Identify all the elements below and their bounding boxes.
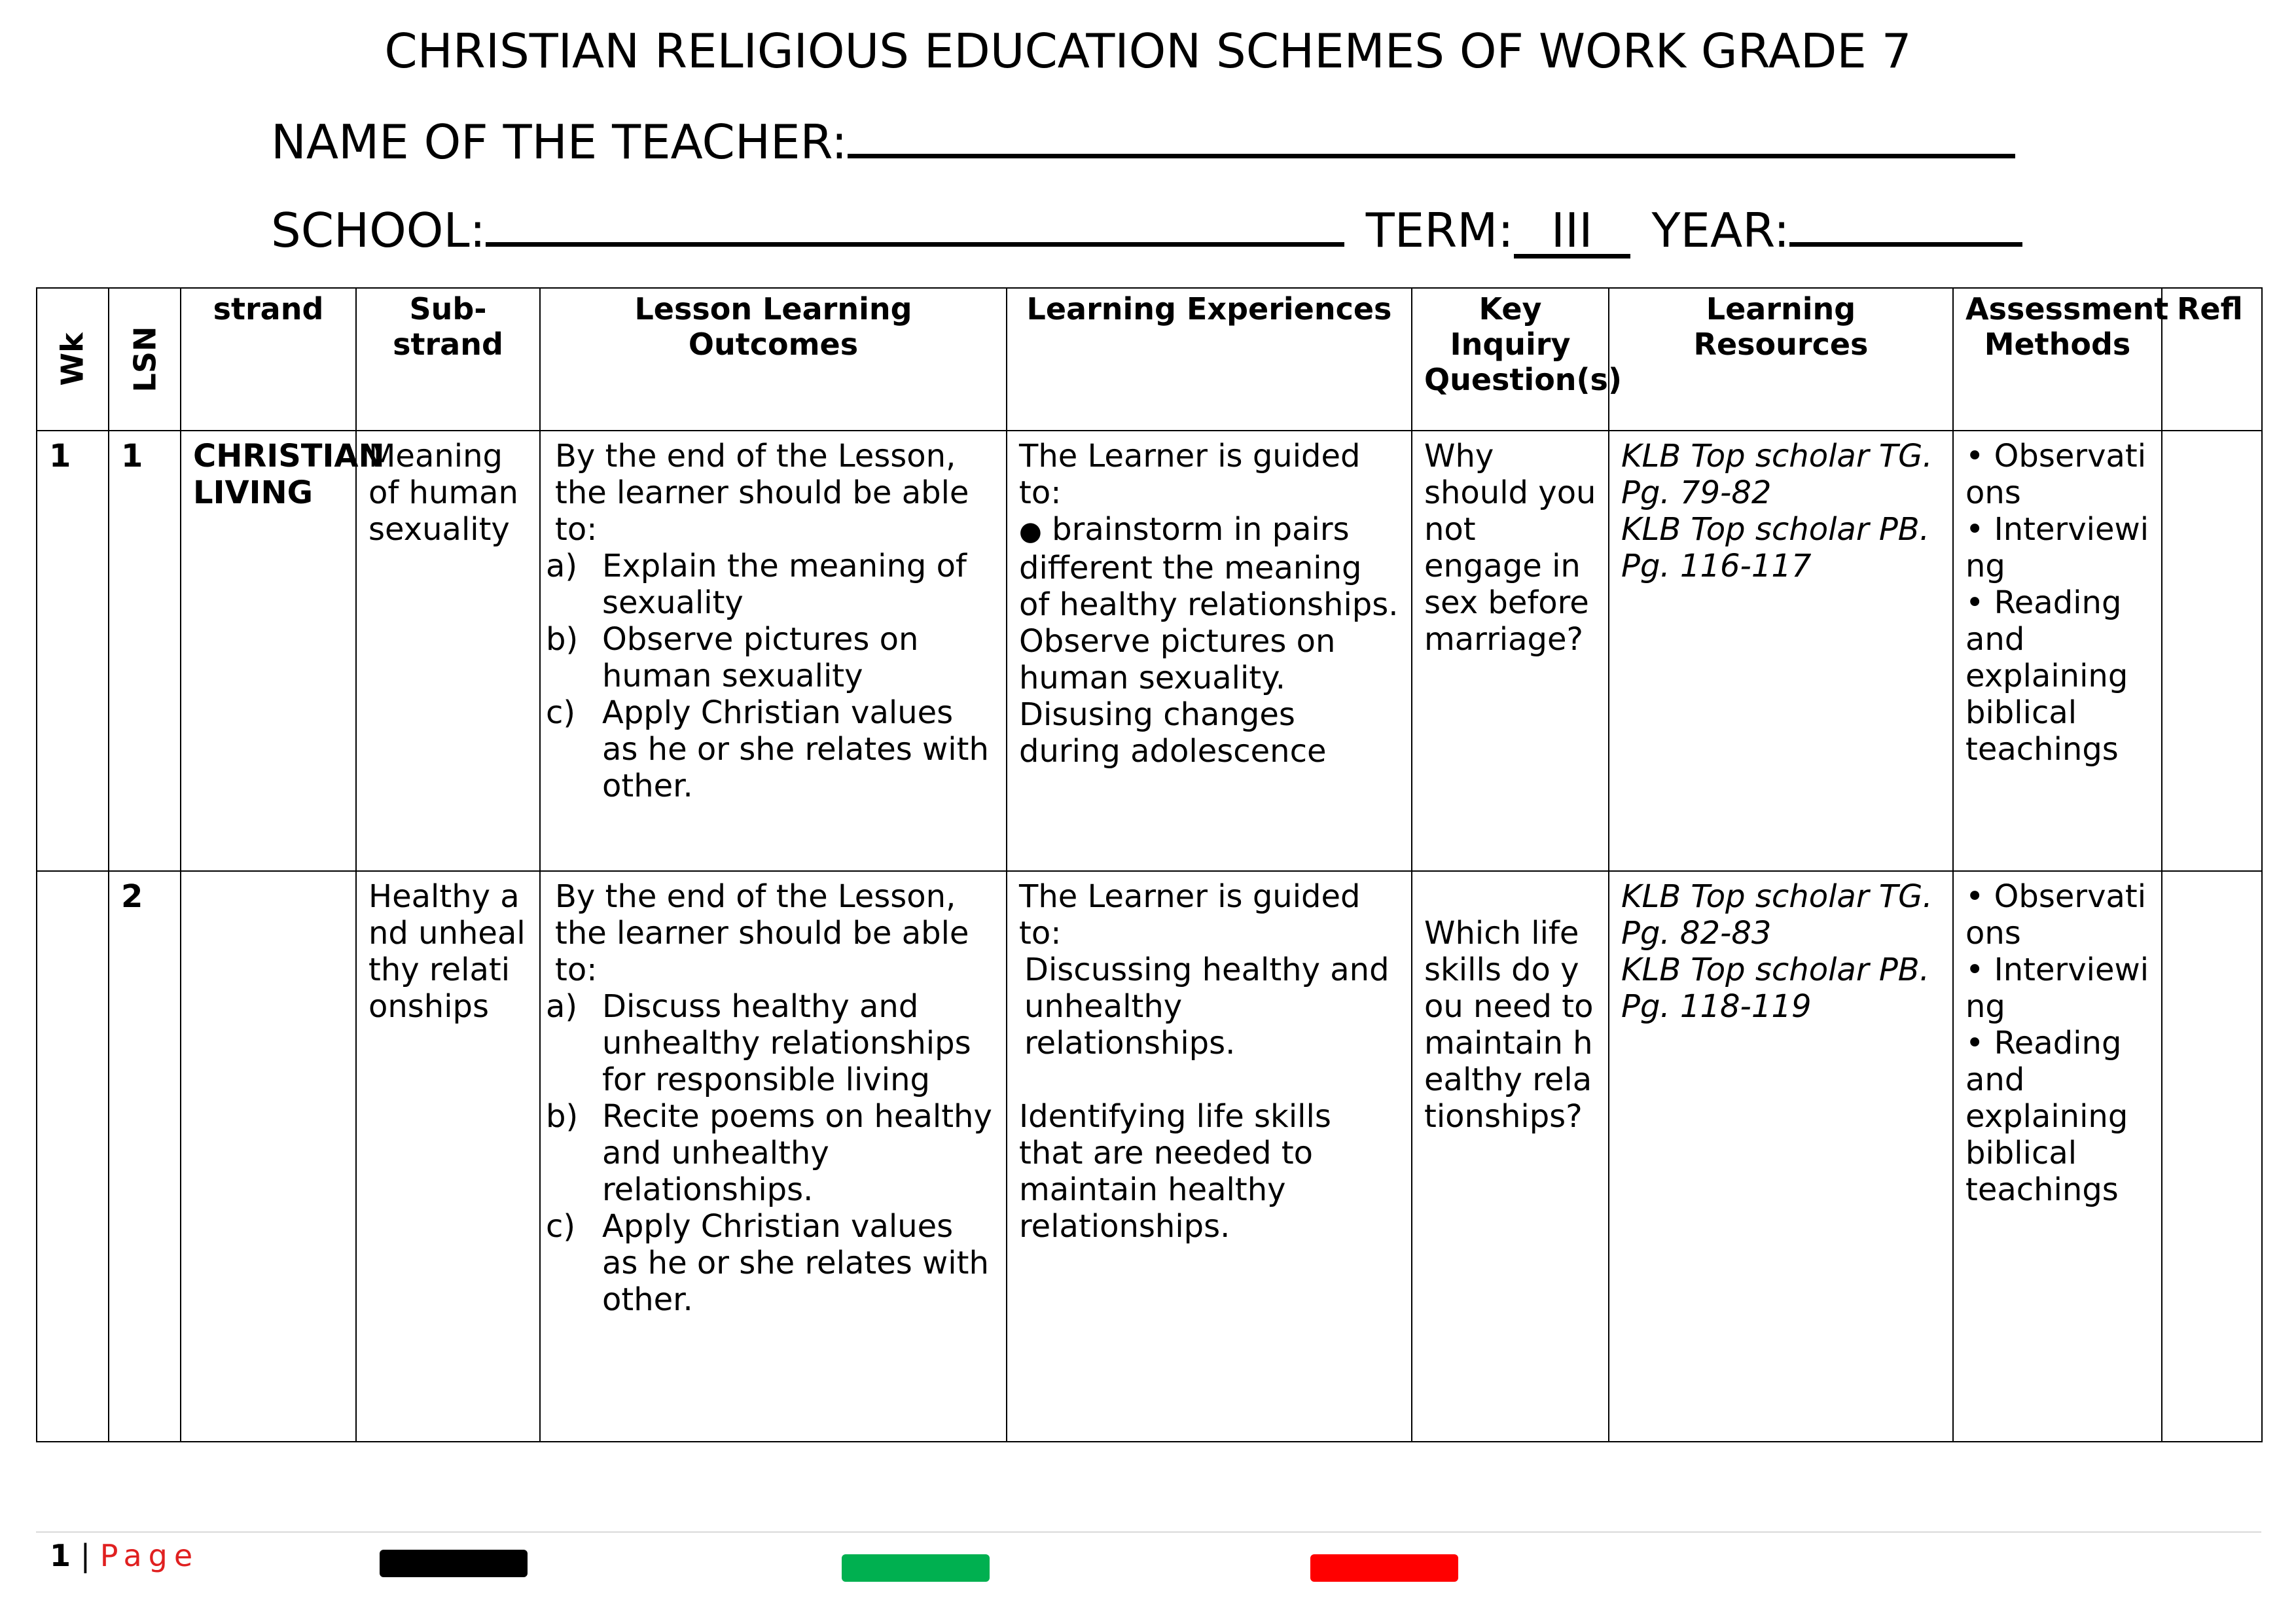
black-color-bar bbox=[380, 1550, 528, 1577]
school-term-year-line bbox=[271, 203, 2022, 259]
outcome-item bbox=[546, 694, 994, 804]
table-row bbox=[37, 871, 2262, 1442]
outcome-marker: b) bbox=[546, 621, 579, 658]
strand-cell: CHRISTIAN LIVING bbox=[181, 431, 356, 871]
table-header-row bbox=[37, 288, 2262, 431]
outcome-text: Apply Christian values as he or she relates with other. bbox=[602, 1208, 989, 1318]
assessment-item: • Interviewing bbox=[1965, 952, 2149, 1025]
experience-line: ● brainstorm in pairs different the meaning of healthy relationships. bbox=[1019, 511, 1399, 623]
resources-cell bbox=[1609, 871, 1953, 1442]
page-word: Page bbox=[99, 1538, 200, 1573]
footer-divider bbox=[36, 1531, 2261, 1533]
teacher-name-blank[interactable] bbox=[848, 115, 2015, 158]
reflection-cell[interactable] bbox=[2162, 431, 2262, 871]
column-header-inquiry: Key Inquiry Question(s) bbox=[1412, 288, 1609, 431]
term-value[interactable]: III bbox=[1514, 207, 1630, 259]
substrand-cell: Healthy and unhealthy relationships bbox=[356, 871, 540, 1442]
strand-cell bbox=[181, 871, 356, 1442]
experience-line: Identifying life skills that are needed to maintain healthy relationships. bbox=[1019, 1098, 1331, 1245]
teacher-name-label: NAME OF THE TEACHER: bbox=[271, 115, 848, 169]
lesson-cell: 1 bbox=[109, 431, 181, 871]
outcome-text: Apply Christian values as he or she relates with other. bbox=[602, 694, 989, 804]
outcome-item bbox=[546, 1098, 994, 1208]
week-cell: 1 bbox=[37, 431, 109, 871]
green-color-bar bbox=[842, 1554, 990, 1582]
outcomes-list bbox=[546, 988, 994, 1318]
resource-item: KLB Top scholar TG. Pg. 79-82 bbox=[1621, 438, 1933, 511]
schemes-of-work-table bbox=[36, 287, 2263, 1442]
column-header-reflection: Refl bbox=[2162, 288, 2262, 431]
document-title: CHRISTIAN RELIGIOUS EDUCATION SCHEMES OF WORK GRADE 7 bbox=[384, 24, 1912, 79]
resource-item: KLB Top scholar PB. Pg. 116-117 bbox=[1621, 511, 1929, 584]
table-row bbox=[37, 431, 2262, 871]
column-header-experiences: Learning Experiences bbox=[1007, 288, 1412, 431]
substrand-cell: Meaning of human sexuality bbox=[356, 431, 540, 871]
column-header-lsn: LSN bbox=[109, 288, 181, 431]
experience-line: The Learner is guided to: bbox=[1019, 878, 1361, 952]
outcome-item bbox=[546, 1208, 994, 1318]
week-cell bbox=[37, 871, 109, 1442]
bullet-icon: ● bbox=[1019, 516, 1042, 546]
outcomes-cell bbox=[540, 431, 1007, 871]
outcome-text: Discuss healthy and unhealthy relationships for responsible living bbox=[602, 988, 971, 1098]
inquiry-cell: Which life skills do you need to maintain healthy relationships? bbox=[1412, 871, 1609, 1442]
experiences-cell bbox=[1007, 431, 1412, 871]
outcome-marker: b) bbox=[546, 1098, 579, 1135]
experience-line: Discussing healthy and unhealthy relationships. bbox=[1024, 952, 1390, 1061]
assessment-cell bbox=[1953, 871, 2162, 1442]
school-label: SCHOOL: bbox=[271, 203, 486, 258]
outcomes-intro: By the end of the Lesson, the learner should be able to: bbox=[555, 438, 969, 548]
outcome-text: Explain the meaning of sexuality bbox=[602, 548, 967, 621]
page-number: 1 bbox=[50, 1538, 71, 1573]
school-blank[interactable] bbox=[486, 203, 1344, 247]
outcome-marker: a) bbox=[546, 548, 578, 584]
column-header-strand: strand bbox=[181, 288, 356, 431]
teacher-name-line bbox=[271, 115, 2015, 169]
page-footer bbox=[50, 1538, 199, 1573]
assessment-item: • Reading and explaining biblical teachings bbox=[1965, 584, 2128, 768]
assessment-item: • Observations bbox=[1965, 438, 2147, 511]
outcome-marker: c) bbox=[546, 1208, 576, 1245]
outcome-text: Recite poems on healthy and unhealthy relationships. bbox=[602, 1098, 992, 1208]
assessment-item: • Interviewing bbox=[1965, 511, 2149, 584]
outcomes-cell bbox=[540, 871, 1007, 1442]
column-header-wk: Wk bbox=[37, 288, 109, 431]
column-header-assessment: Assessment Methods bbox=[1953, 288, 2162, 431]
year-label: YEAR: bbox=[1651, 203, 1790, 258]
column-header-outcomes: Lesson Learning Outcomes bbox=[540, 288, 1007, 431]
term-label: TERM: bbox=[1365, 203, 1514, 258]
assessment-item: • Reading and explaining biblical teachings bbox=[1965, 1025, 2128, 1208]
outcome-item bbox=[546, 988, 994, 1098]
outcome-item bbox=[546, 548, 994, 621]
column-header-resources: Learning Resources bbox=[1609, 288, 1953, 431]
footer-separator: | bbox=[80, 1538, 91, 1573]
outcomes-intro: By the end of the Lesson, the learner should be able to: bbox=[555, 878, 969, 988]
year-blank[interactable] bbox=[1789, 203, 2022, 247]
experience-line: The Learner is guided to: bbox=[1019, 438, 1361, 511]
column-header-substrand: Sub-strand bbox=[356, 288, 540, 431]
experience-line: Disusing changes during adolescence bbox=[1019, 696, 1327, 770]
outcome-text: Observe pictures on human sexuality bbox=[602, 621, 919, 694]
reflection-cell[interactable] bbox=[2162, 871, 2262, 1442]
assessment-cell bbox=[1953, 431, 2162, 871]
outcome-item bbox=[546, 621, 994, 694]
resources-cell bbox=[1609, 431, 1953, 871]
outcome-marker: a) bbox=[546, 988, 578, 1025]
experiences-cell bbox=[1007, 871, 1412, 1442]
red-color-bar bbox=[1310, 1554, 1458, 1582]
lesson-cell: 2 bbox=[109, 871, 181, 1442]
outcomes-list bbox=[546, 548, 994, 804]
experience-line: Observe pictures on human sexuality. bbox=[1019, 623, 1336, 696]
resource-item: KLB Top scholar PB. Pg. 118-119 bbox=[1621, 952, 1929, 1025]
assessment-item: • Observations bbox=[1965, 878, 2147, 952]
outcome-marker: c) bbox=[546, 694, 576, 731]
inquiry-cell: Why should you not engage in sex before marriage? bbox=[1412, 431, 1609, 871]
resource-item: KLB Top scholar TG. Pg. 82-83 bbox=[1621, 878, 1933, 952]
